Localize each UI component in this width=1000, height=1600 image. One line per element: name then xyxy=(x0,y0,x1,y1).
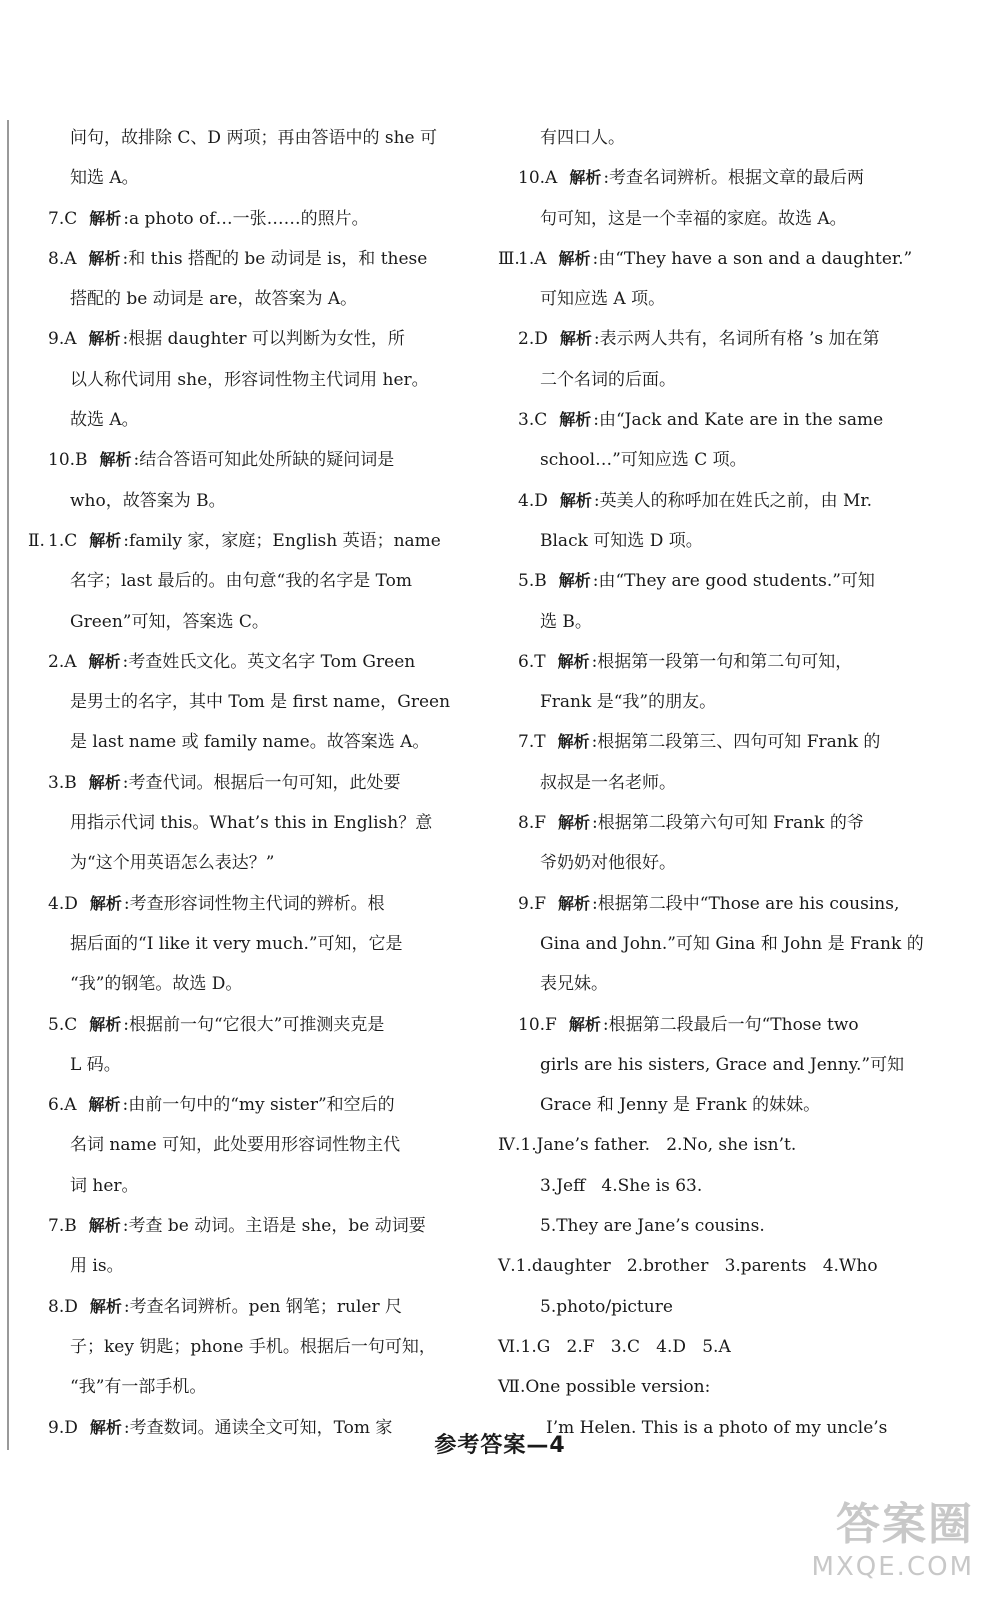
answer-first-line xyxy=(28,440,468,480)
section-v-line: 5.photo/picture xyxy=(540,1296,673,1317)
section-v xyxy=(498,1246,938,1327)
question-number: 7.T xyxy=(518,732,546,753)
analysis-label: 解析 xyxy=(569,168,602,188)
analysis-label: 解析 xyxy=(88,1216,121,1236)
question-number: 6.A xyxy=(48,1095,77,1116)
section-number: Ⅲ. xyxy=(498,248,520,269)
answer-entry xyxy=(28,1085,468,1206)
question-number: 6.T xyxy=(518,651,546,672)
answer-continuation-line: Grace 和 Jenny 是 Frank 的妹妹。 xyxy=(540,1095,821,1116)
question-number: 7.C xyxy=(48,208,78,229)
answer-entry xyxy=(28,1206,468,1287)
answer-entry xyxy=(498,118,938,158)
answer-entry xyxy=(498,884,938,1005)
answer-continuation-line: 用指示代词 this。What’s this in English？意 xyxy=(70,813,433,834)
answer-entry xyxy=(498,722,938,803)
answer-text: :根据第二段最后一句“Those two xyxy=(602,1014,859,1035)
answer-entry xyxy=(498,803,938,884)
analysis-label: 解析 xyxy=(99,450,132,470)
analysis-label: 解析 xyxy=(88,248,121,268)
answer-text: :由“They have a son and a daughter.” xyxy=(592,248,913,269)
answer-continuation-line: 是男士的名字，其中 Tom 是 first name，Green xyxy=(70,692,451,713)
answer-entry xyxy=(498,1005,938,1126)
answer-text: :考查名词辨析。根据文章的最后两 xyxy=(603,168,865,189)
answer-entry xyxy=(28,199,468,239)
answer-entry xyxy=(498,642,938,723)
answer-entry xyxy=(28,239,468,320)
answer-entry xyxy=(28,118,468,199)
answer-continuation-line: 爷奶奶对他很好。 xyxy=(540,853,676,874)
question-number: 8.D xyxy=(48,1296,78,1317)
answer-continuation-line: 二个名词的后面。 xyxy=(540,369,676,390)
answer-continuation-line: who，故答案为 B。 xyxy=(70,490,226,511)
answer-text: :根据第二段第三、四句可知 Frank 的 xyxy=(591,732,881,753)
answer-continuation-line: “我”的钢笔。故选 D。 xyxy=(70,974,243,995)
question-number: 9.F xyxy=(518,893,547,914)
section-vi: Ⅵ.1.G 2.F 3.C 4.D 5.A xyxy=(498,1336,731,1357)
answer-first-line xyxy=(28,1085,468,1125)
answer-continuation-line: 问句，故排除 C、D 两项；再由答语中的 she 可 xyxy=(70,128,437,148)
question-number: 5.C xyxy=(48,1014,78,1035)
analysis-label: 解析 xyxy=(88,651,121,671)
answer-first-line xyxy=(28,642,468,682)
analysis-label: 解析 xyxy=(89,1014,122,1034)
answer-continuation-line: 知选 A。 xyxy=(70,168,139,189)
analysis-label: 解析 xyxy=(89,208,122,228)
left-column xyxy=(28,118,468,1448)
answer-first-line xyxy=(498,803,938,843)
answer-continuation-line: 选 B。 xyxy=(540,611,592,632)
answer-continuation-line: 以人称代词用 she，形容词性物主代词用 her。 xyxy=(70,369,429,390)
question-number: 2.D xyxy=(518,329,548,350)
right-column-entries xyxy=(498,118,938,1125)
answer-text: :由前一句中的“my sister”和空后的 xyxy=(122,1095,395,1116)
answer-first-line xyxy=(28,1005,468,1045)
answer-text: :考查 be 动词。主语是 she，be 动词要 xyxy=(122,1216,426,1237)
question-number: 3.C xyxy=(518,410,548,431)
answer-first-line xyxy=(28,1287,468,1327)
answer-entry xyxy=(28,884,468,1005)
answer-text: :表示两人共有，名词所有格 ’s 加在第 xyxy=(593,329,880,350)
analysis-label: 解析 xyxy=(88,329,121,349)
answer-continuation-line: girls are his sisters, Grace and Jenny.”可知 xyxy=(540,1054,905,1075)
analysis-label: 解析 xyxy=(558,813,591,833)
answer-entry xyxy=(28,440,468,521)
answer-first-line xyxy=(498,642,938,682)
answer-first-line xyxy=(498,722,938,762)
answer-first-line xyxy=(498,481,938,521)
answer-entry xyxy=(28,1005,468,1086)
answer-entry xyxy=(28,1287,468,1408)
answer-entry xyxy=(498,561,938,642)
analysis-label: 解析 xyxy=(559,329,592,349)
answer-first-line xyxy=(498,319,938,359)
question-number: 3.B xyxy=(48,772,77,793)
question-number: 2.A xyxy=(48,651,77,672)
analysis-label: 解析 xyxy=(89,530,122,550)
question-number: 9.D xyxy=(48,1417,78,1438)
section-vii-heading: Ⅶ.One possible version: xyxy=(498,1377,711,1398)
answer-text: :考查形容词性物主代词的辨析。根 xyxy=(123,893,385,914)
section-iv-line: Ⅳ.1.Jane’s father. 2.No, she isn’t. xyxy=(498,1135,797,1156)
page-footer: 参考答案—4 xyxy=(434,1433,566,1458)
answer-entry xyxy=(28,763,468,884)
answer-text: :考查代词。根据后一句可知，此处要 xyxy=(122,772,401,793)
watermark-en: MXQE.COM xyxy=(811,1552,974,1582)
analysis-label: 解析 xyxy=(557,651,590,671)
analysis-label: 解析 xyxy=(558,893,591,913)
answer-text: :根据前一句“它很大”可推测夹克是 xyxy=(123,1014,385,1035)
answer-text: :考查数词。通读全文可知，Tom 家 xyxy=(123,1417,393,1438)
question-number: 5.B xyxy=(518,571,547,592)
analysis-label: 解析 xyxy=(89,1417,122,1437)
answer-first-line xyxy=(498,1005,938,1045)
answer-first-line xyxy=(498,561,938,601)
answer-continuation-line: 是 last name 或 family name。故答案选 A。 xyxy=(70,732,430,753)
answer-continuation-line: 子；key 钥匙；phone 手机。根据后一句可知， xyxy=(70,1336,436,1357)
analysis-label: 解析 xyxy=(557,732,590,752)
question-number: 1.A xyxy=(518,248,547,269)
analysis-label: 解析 xyxy=(558,571,591,591)
analysis-label: 解析 xyxy=(559,410,592,430)
answer-continuation-line: L 码。 xyxy=(70,1054,121,1075)
answer-text: :由“They are good students.”可知 xyxy=(592,571,875,592)
answer-continuation-line: 据后面的“I like it very much.”可知，它是 xyxy=(70,933,403,954)
answer-entry xyxy=(498,481,938,562)
answer-continuation-line: Gina and John.”可知 Gina 和 John 是 Frank 的 xyxy=(540,933,924,954)
answer-text: :由“Jack and Kate are in the same xyxy=(593,410,884,431)
section-vii-text: I’m Helen. This is a photo of my uncle’s xyxy=(546,1417,888,1438)
section-iv xyxy=(498,1125,938,1246)
margin-binding-line xyxy=(7,120,9,1450)
answer-continuation-line: 搭配的 be 动词是 are，故答案为 A。 xyxy=(70,289,358,310)
answer-entry xyxy=(498,158,938,239)
answer-continuation-line: Frank 是“我”的朋友。 xyxy=(540,692,717,713)
answer-entry xyxy=(28,642,468,763)
answer-continuation-line: 句可知，这是一个幸福的家庭。故选 A。 xyxy=(540,208,847,229)
answer-entry xyxy=(498,239,938,320)
analysis-label: 解析 xyxy=(559,490,592,510)
question-number: 7.B xyxy=(48,1216,77,1237)
question-number: 10.A xyxy=(518,168,558,189)
answer-continuation-line: 名字；last 最后的。由句意“我的名字是 Tom xyxy=(70,571,412,592)
answer-continuation-line: 为“这个用英语怎么表达？” xyxy=(70,853,275,874)
answer-continuation-line: 表兄妹。 xyxy=(540,974,608,995)
answer-text: :结合答语可知此处所缺的疑问词是 xyxy=(133,450,395,471)
answer-first-line xyxy=(28,884,468,924)
answer-first-line xyxy=(498,158,938,198)
analysis-label: 解析 xyxy=(89,1296,122,1316)
answer-entry xyxy=(28,319,468,440)
answer-continuation-line: Green”可知，答案选 C。 xyxy=(70,611,269,632)
answer-continuation-line: 叔叔是一名老师。 xyxy=(540,772,676,793)
answer-first-line xyxy=(498,884,938,924)
analysis-label: 解析 xyxy=(568,1014,601,1034)
answer-first-line xyxy=(28,1206,468,1246)
right-column xyxy=(498,118,938,1448)
question-number: 4.D xyxy=(518,490,548,511)
question-number: 8.A xyxy=(48,248,77,269)
answer-continuation-line: school…”可知应选 C 项。 xyxy=(540,450,747,471)
answer-continuation-line: 故选 A。 xyxy=(70,410,139,431)
answer-entry xyxy=(498,400,938,481)
answer-entry xyxy=(498,319,938,400)
answer-text: :根据 daughter 可以判断为女性，所 xyxy=(122,329,405,350)
answer-continuation-line: 有四口人。 xyxy=(540,128,625,148)
answer-entry xyxy=(28,521,468,642)
watermark-cn: 答案圈 xyxy=(836,1499,974,1550)
question-number: 10.F xyxy=(518,1014,557,1035)
answer-text: :和 this 搭配的 be 动词是 is，和 these xyxy=(122,248,428,269)
analysis-label: 解析 xyxy=(558,248,591,268)
answer-text: :根据第一段第一句和第二句可知， xyxy=(591,651,853,672)
answer-text: :考查名词辨析。pen 钢笔；ruler 尺 xyxy=(123,1296,403,1317)
question-number: 1.C xyxy=(48,530,78,551)
question-number: 4.D xyxy=(48,893,78,914)
section-iv-line: 5.They are Jane’s cousins. xyxy=(540,1216,765,1237)
watermark-logo xyxy=(812,1488,974,1582)
answer-continuation-line: 词 her。 xyxy=(70,1175,139,1196)
section-iv-line: 3.Jeff 4.She is 63. xyxy=(540,1175,703,1196)
answer-continuation-line: Black 可知选 D 项。 xyxy=(540,530,703,551)
answer-first-line xyxy=(28,199,468,239)
question-number: 10.B xyxy=(48,450,88,471)
answer-text: :family 家，家庭；English 英语；name xyxy=(123,530,441,551)
answer-continuation-line: 名词 name 可知，此处要用形容词性物主代 xyxy=(70,1135,401,1156)
answer-text: :考查姓氏文化。英文名字 Tom Green xyxy=(122,651,416,672)
answer-text: :英美人的称呼加在姓氏之前，由 Mr. xyxy=(593,490,873,511)
answer-first-line xyxy=(498,239,938,279)
answer-continuation-line: “我”有一部手机。 xyxy=(70,1377,207,1398)
question-number: 8.F xyxy=(518,813,547,834)
analysis-label: 解析 xyxy=(88,1095,121,1115)
analysis-label: 解析 xyxy=(88,772,121,792)
answer-first-line xyxy=(498,400,938,440)
answer-continuation-line: 可知应选 A 项。 xyxy=(540,289,666,310)
answer-continuation-line: 用 is。 xyxy=(70,1256,124,1277)
answer-text: :根据第二段第六句可知 Frank 的爷 xyxy=(592,813,864,834)
answer-first-line xyxy=(28,763,468,803)
answer-first-line xyxy=(28,239,468,279)
answer-first-line xyxy=(28,319,468,359)
analysis-label: 解析 xyxy=(89,893,122,913)
answer-text: :a photo of…一张……的照片。 xyxy=(123,208,369,229)
question-number: 9.A xyxy=(48,329,77,350)
section-number: Ⅱ. xyxy=(28,530,45,551)
section-v-line: Ⅴ.1.daughter 2.brother 3.parents 4.Who xyxy=(498,1256,878,1277)
answer-text: :根据第二段中“Those are his cousins, xyxy=(592,893,900,914)
answer-first-line xyxy=(28,521,468,561)
